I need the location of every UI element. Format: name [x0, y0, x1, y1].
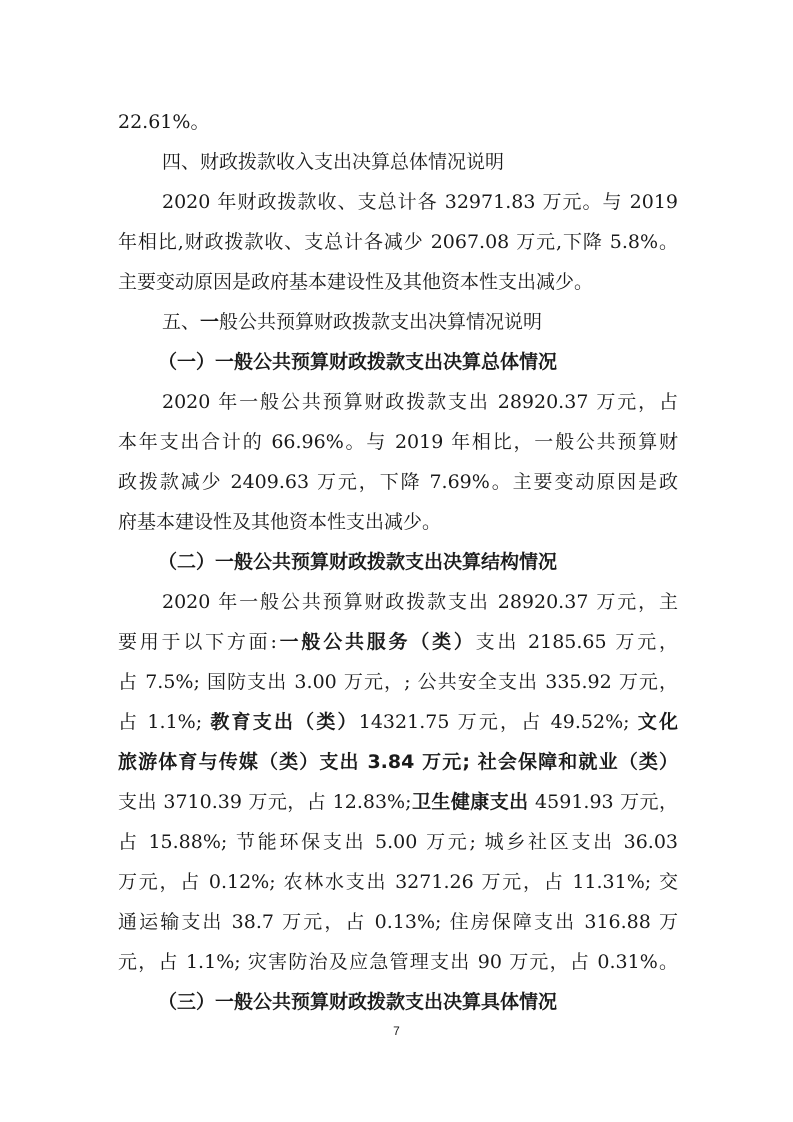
paragraph-line: [118, 702, 678, 742]
paragraph-line: [118, 582, 678, 622]
text: 占 7.5%; 国防支出 3.00 万元，; 公共安全支出 335.92 万元，: [118, 671, 678, 693]
paragraph-line: [118, 622, 678, 662]
paragraph-line: [118, 422, 678, 462]
paragraph-line: [118, 662, 678, 702]
section-heading: [118, 342, 678, 382]
paragraph-line: [118, 862, 678, 902]
text: 元，占 1.1%; 灾害防治及应急管理支出 90 万元，占 0.31%。: [118, 951, 678, 973]
text: 22.61%。: [118, 111, 210, 133]
bold-text: 旅游体育与传媒（类）支出 3.84 万元; 社会保障和就业（类）: [118, 751, 678, 773]
text: 府基本建设性及其他资本性支出减少。: [118, 511, 442, 533]
text: 五、: [162, 311, 201, 333]
document-body: [118, 102, 678, 1022]
bold-text: 卫生健康支出: [411, 791, 529, 813]
paragraph-line: [118, 502, 678, 542]
paragraph-line: [118, 462, 678, 502]
paragraph-line: [118, 742, 678, 782]
bold-text: （一）一般公共预算财政拨款支出决算总体情况: [158, 351, 558, 373]
page-number: 7: [393, 1024, 400, 1038]
text: 本年支出合计的 66.96%。与 2019 年相比，一般公共预算财: [118, 431, 678, 453]
paragraph-line: [118, 262, 678, 302]
text: 般公共预算财政拨款支出决算情况说明: [219, 311, 543, 333]
text: 万元，占 0.12%; 农林水支出 3271.26 万元，占 11.31%; 交: [118, 871, 678, 893]
text: 支出 2185.65 万元，: [475, 631, 678, 653]
bold-text: 一: [200, 311, 220, 333]
section-heading: [118, 302, 678, 342]
text: 政拨款减少 2409.63 万元，下降 7.69%。主要变动原因是政: [118, 471, 678, 493]
paragraph-line: [118, 822, 678, 862]
text: 年相比,财政拨款收、支总计各减少 2067.08 万元,下降 5.8%。: [118, 231, 678, 253]
paragraph-line: [118, 182, 678, 222]
text: 2020 年一般公共预算财政拨款支出 28920.37 万元，占: [162, 391, 678, 413]
text: 四、财政拨款收入支出决算总体情况说明: [162, 151, 505, 173]
text: 支出 3710.39 万元，占 12.83%;: [118, 791, 412, 813]
text: 2020 年一般公共预算财政拨款支出 28920.37 万元，主: [162, 591, 678, 613]
section-heading: [118, 542, 678, 582]
paragraph-line: [118, 782, 678, 822]
bold-text: 教育支出（类）: [210, 711, 359, 733]
bold-text: 一般公共服务（类）: [276, 631, 476, 653]
text: 要用于以下方面:: [118, 631, 277, 653]
paragraph-line: [118, 222, 678, 262]
text: 4591.93 万元，: [528, 791, 678, 813]
bold-text: （二）一般公共预算财政拨款支出决算结构情况: [158, 551, 558, 573]
text: 通运输支出 38.7 万元，占 0.13%; 住房保障支出 316.88 万: [118, 911, 678, 933]
paragraph-line: [118, 382, 678, 422]
section-heading: [118, 982, 678, 1022]
paragraph-line: [118, 102, 678, 142]
text: 占 15.88%; 节能环保支出 5.00 万元; 城乡社区支出 36.03: [118, 831, 678, 853]
paragraph-line: [118, 902, 678, 942]
text: 2020 年财政拨款收、支总计各 32971.83 万元。与 2019: [162, 191, 678, 213]
text: 占 1.1%;: [118, 711, 211, 733]
bold-text: 文化: [637, 711, 678, 733]
text: 14321.75 万元，占 49.52%;: [358, 711, 638, 733]
paragraph-line: [118, 942, 678, 982]
section-heading: [118, 142, 678, 182]
text: 主要变动原因是政府基本建设性及其他资本性支出减少。: [118, 271, 594, 293]
bold-text: （三）一般公共预算财政拨款支出决算具体情况: [158, 991, 558, 1013]
